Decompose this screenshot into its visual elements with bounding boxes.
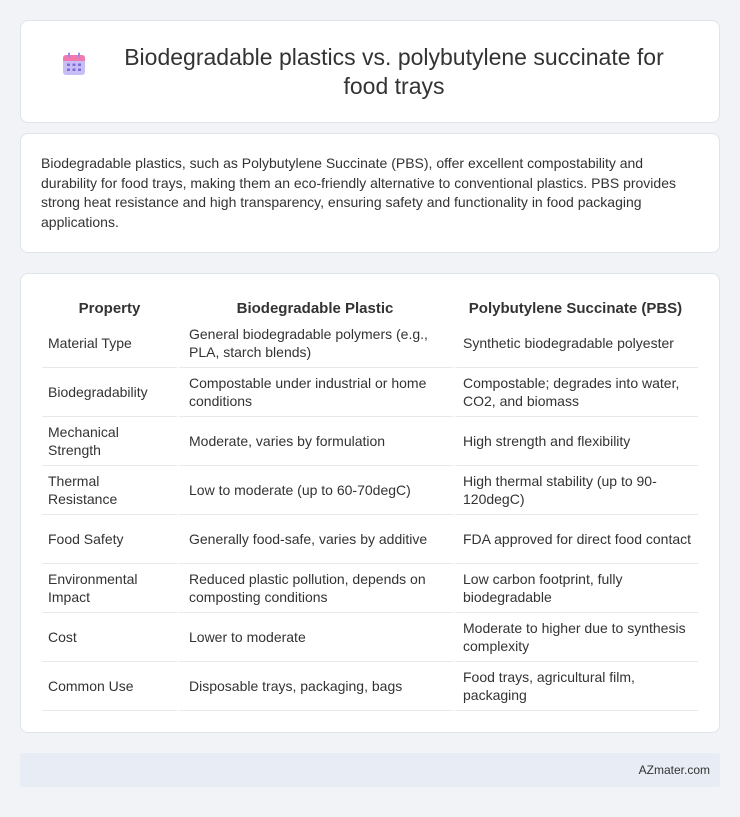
comparison-table-card xyxy=(20,273,720,733)
biodegradable-plastic-cell: Moderate, varies by formulation xyxy=(177,417,453,466)
summary-text: Biodegradable plastics, such as Polybutylene Succinate (PBS), offer excellent compostability and durability for food trays, making them an eco-friendly alternative to conventional plastics. PBS provides strong heat resistance and high transparency, ensuring safety and functionality in food packaging applications. xyxy=(41,155,676,230)
footer-site-label: AZmater.com xyxy=(638,763,710,777)
title-card xyxy=(20,20,720,123)
table-row xyxy=(42,613,698,662)
footer xyxy=(20,753,720,787)
property-cell: Cost xyxy=(42,613,177,662)
biodegradable-plastic-cell: General biodegradable polymers (e.g., PLA, starch blends) xyxy=(177,319,453,368)
table-row xyxy=(42,319,698,368)
pbs-cell: Compostable; degrades into water, CO2, and biomass xyxy=(453,368,698,417)
biodegradable-plastic-cell: Disposable trays, packaging, bags xyxy=(177,662,453,711)
table-row xyxy=(42,662,698,711)
title-wrap xyxy=(50,43,690,101)
pbs-cell: High strength and flexibility xyxy=(453,417,698,466)
biodegradable-plastic-cell: Low to moderate (up to 60-70degC) xyxy=(177,466,453,515)
pbs-cell: Low carbon footprint, fully biodegradable xyxy=(453,564,698,613)
biodegradable-plastic-cell: Lower to moderate xyxy=(177,613,453,662)
table-header-row xyxy=(42,294,698,319)
pbs-cell: Food trays, agricultural film, packaging xyxy=(453,662,698,711)
property-cell: Biodegradability xyxy=(42,368,177,417)
table-row xyxy=(42,466,698,515)
property-cell: Material Type xyxy=(42,319,177,368)
property-cell: Mechanical Strength xyxy=(42,417,177,466)
column-header-biodegradable-plastic: Biodegradable Plastic xyxy=(236,300,394,317)
property-cell: Thermal Resistance xyxy=(42,466,177,515)
calendar-icon xyxy=(61,51,87,77)
page-title: Biodegradable plastics vs. polybutylene succinate for food trays xyxy=(124,43,664,99)
pbs-cell: Moderate to higher due to synthesis complexity xyxy=(453,613,698,662)
biodegradable-plastic-cell: Reduced plastic pollution, depends on composting conditions xyxy=(177,564,453,613)
table-row xyxy=(42,515,698,564)
table-row xyxy=(42,417,698,466)
column-header-property: Property xyxy=(78,300,141,317)
property-cell: Environmental Impact xyxy=(42,564,177,613)
column-header-pbs: Polybutylene Succinate (PBS) xyxy=(468,300,683,317)
pbs-cell: High thermal stability (up to 90-120degC) xyxy=(453,466,698,515)
pbs-cell: FDA approved for direct food contact xyxy=(453,515,698,564)
biodegradable-plastic-cell: Compostable under industrial or home conditions xyxy=(177,368,453,417)
comparison-table xyxy=(42,294,698,711)
pbs-cell: Synthetic biodegradable polyester xyxy=(453,319,698,368)
property-cell: Food Safety xyxy=(42,515,177,564)
property-cell: Common Use xyxy=(42,662,177,711)
biodegradable-plastic-cell: Generally food-safe, varies by additive xyxy=(177,515,453,564)
table-row xyxy=(42,564,698,613)
table-row xyxy=(42,368,698,417)
summary-card xyxy=(20,133,720,253)
